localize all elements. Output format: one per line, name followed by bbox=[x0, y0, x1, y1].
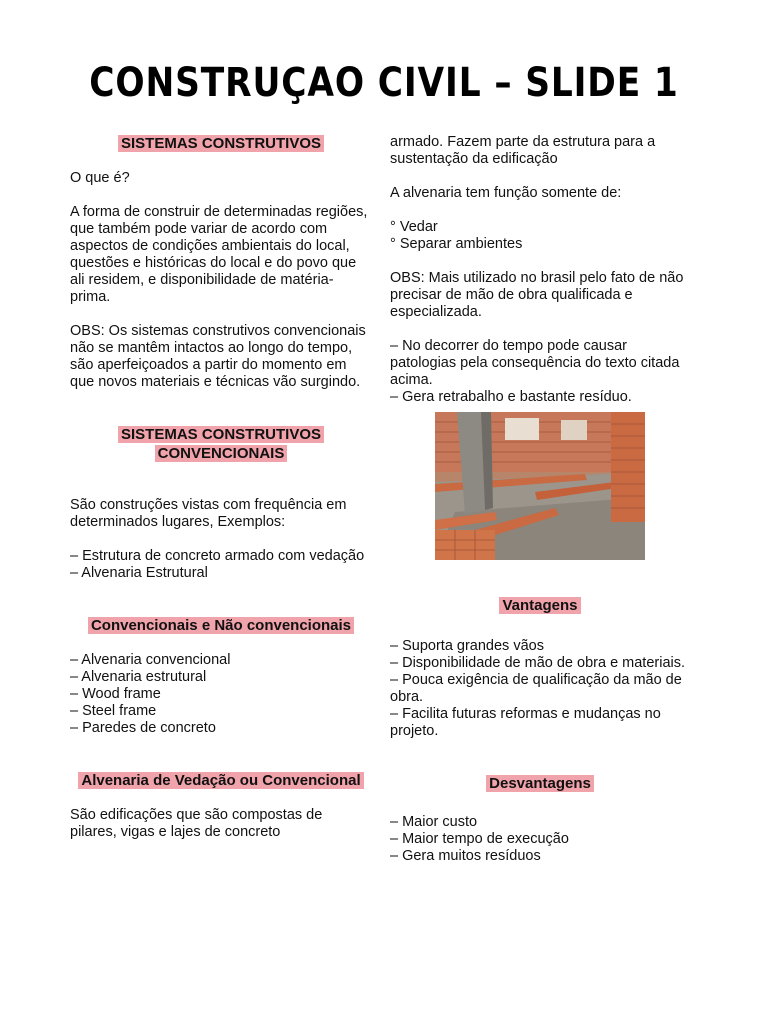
list-item: – Gera muitos resíduos bbox=[390, 848, 541, 864]
obs-paragraph: OBS: Mais utilizado no brasil pelo fato de não precisar de mão de obra qualificada e especializada. bbox=[390, 270, 684, 320]
right-column bbox=[390, 134, 690, 865]
list-item: – Pouca exigência de qualificação da mão de obra. bbox=[390, 672, 682, 705]
list-item: – Disponibilidade de mão de obra e materiais. bbox=[390, 655, 686, 671]
list-item: – Alvenaria estrutural bbox=[70, 669, 207, 685]
section-heading-nao-convencionais: Convencionais e Não convencionais bbox=[88, 617, 354, 634]
list-item: – Estrutura de concreto armado com vedação bbox=[70, 548, 365, 564]
left-column bbox=[70, 134, 372, 841]
list-item: ° Separar ambientes bbox=[390, 236, 523, 252]
list-item: – Paredes de concreto bbox=[70, 720, 216, 736]
section-heading-vantagens: Vantagens bbox=[499, 597, 580, 614]
list-item: – Alvenaria convencional bbox=[70, 652, 231, 668]
list-item: – Alvenaria Estrutural bbox=[70, 565, 208, 581]
continuation-paragraph: armado. Fazem parte da estrutura para a sustentação da edificação bbox=[390, 134, 656, 167]
section-heading-alvenaria-vedacao: Alvenaria de Vedação ou Convencional bbox=[78, 772, 363, 789]
section-heading-sistemas: SISTEMAS CONSTRUTIVOS bbox=[118, 135, 324, 152]
list-item: – Suporta grandes vãos bbox=[390, 638, 544, 654]
list-item: – Facilita futuras reformas e mudanças no projeto. bbox=[390, 706, 661, 739]
section-heading-desvantagens: Desvantagens bbox=[486, 775, 594, 792]
list-item: – No decorrer do tempo pode causar patologias pela consequência do texto citada acima. bbox=[390, 338, 680, 388]
function-paragraph: A alvenaria tem função somente de: bbox=[390, 185, 622, 201]
construction-photo bbox=[435, 412, 645, 560]
question-text: O que é? bbox=[70, 170, 130, 186]
section-heading-convencionais: SISTEMAS CONSTRUTIVOS CONVENCIONAIS bbox=[118, 426, 324, 462]
list-item: – Gera retrabalho e bastante resíduo. bbox=[390, 389, 632, 405]
alvenaria-paragraph: São edificações que são compostas de pilares, vigas e lajes de concreto bbox=[70, 807, 323, 840]
definition-paragraph: A forma de construir de determinadas regiões, que também pode variar de acordo com aspectos de condições ambientais do local, questões e históricas do local e do povo que ali residem, e disponibilidade de matéria-prima. bbox=[70, 204, 368, 305]
obs-paragraph: OBS: Os sistemas construtivos convencionais não se mantêm intactos ao longo do tempo, são aperfeiçoados a partir do momento em que novos materiais e técnicas vão surgindo. bbox=[70, 323, 366, 390]
list-item: – Maior custo bbox=[390, 814, 478, 830]
list-item: ° Vedar bbox=[390, 219, 438, 235]
list-item: – Wood frame bbox=[70, 686, 161, 702]
list-item: – Maior tempo de execução bbox=[390, 831, 569, 847]
examples-paragraph: São construções vistas com frequência em determinados lugares, Exemplos: bbox=[70, 497, 347, 530]
list-item: – Steel frame bbox=[70, 703, 157, 719]
page-title: CONSTRUÇAO CIVIL – SLIDE 1 bbox=[89, 60, 679, 106]
